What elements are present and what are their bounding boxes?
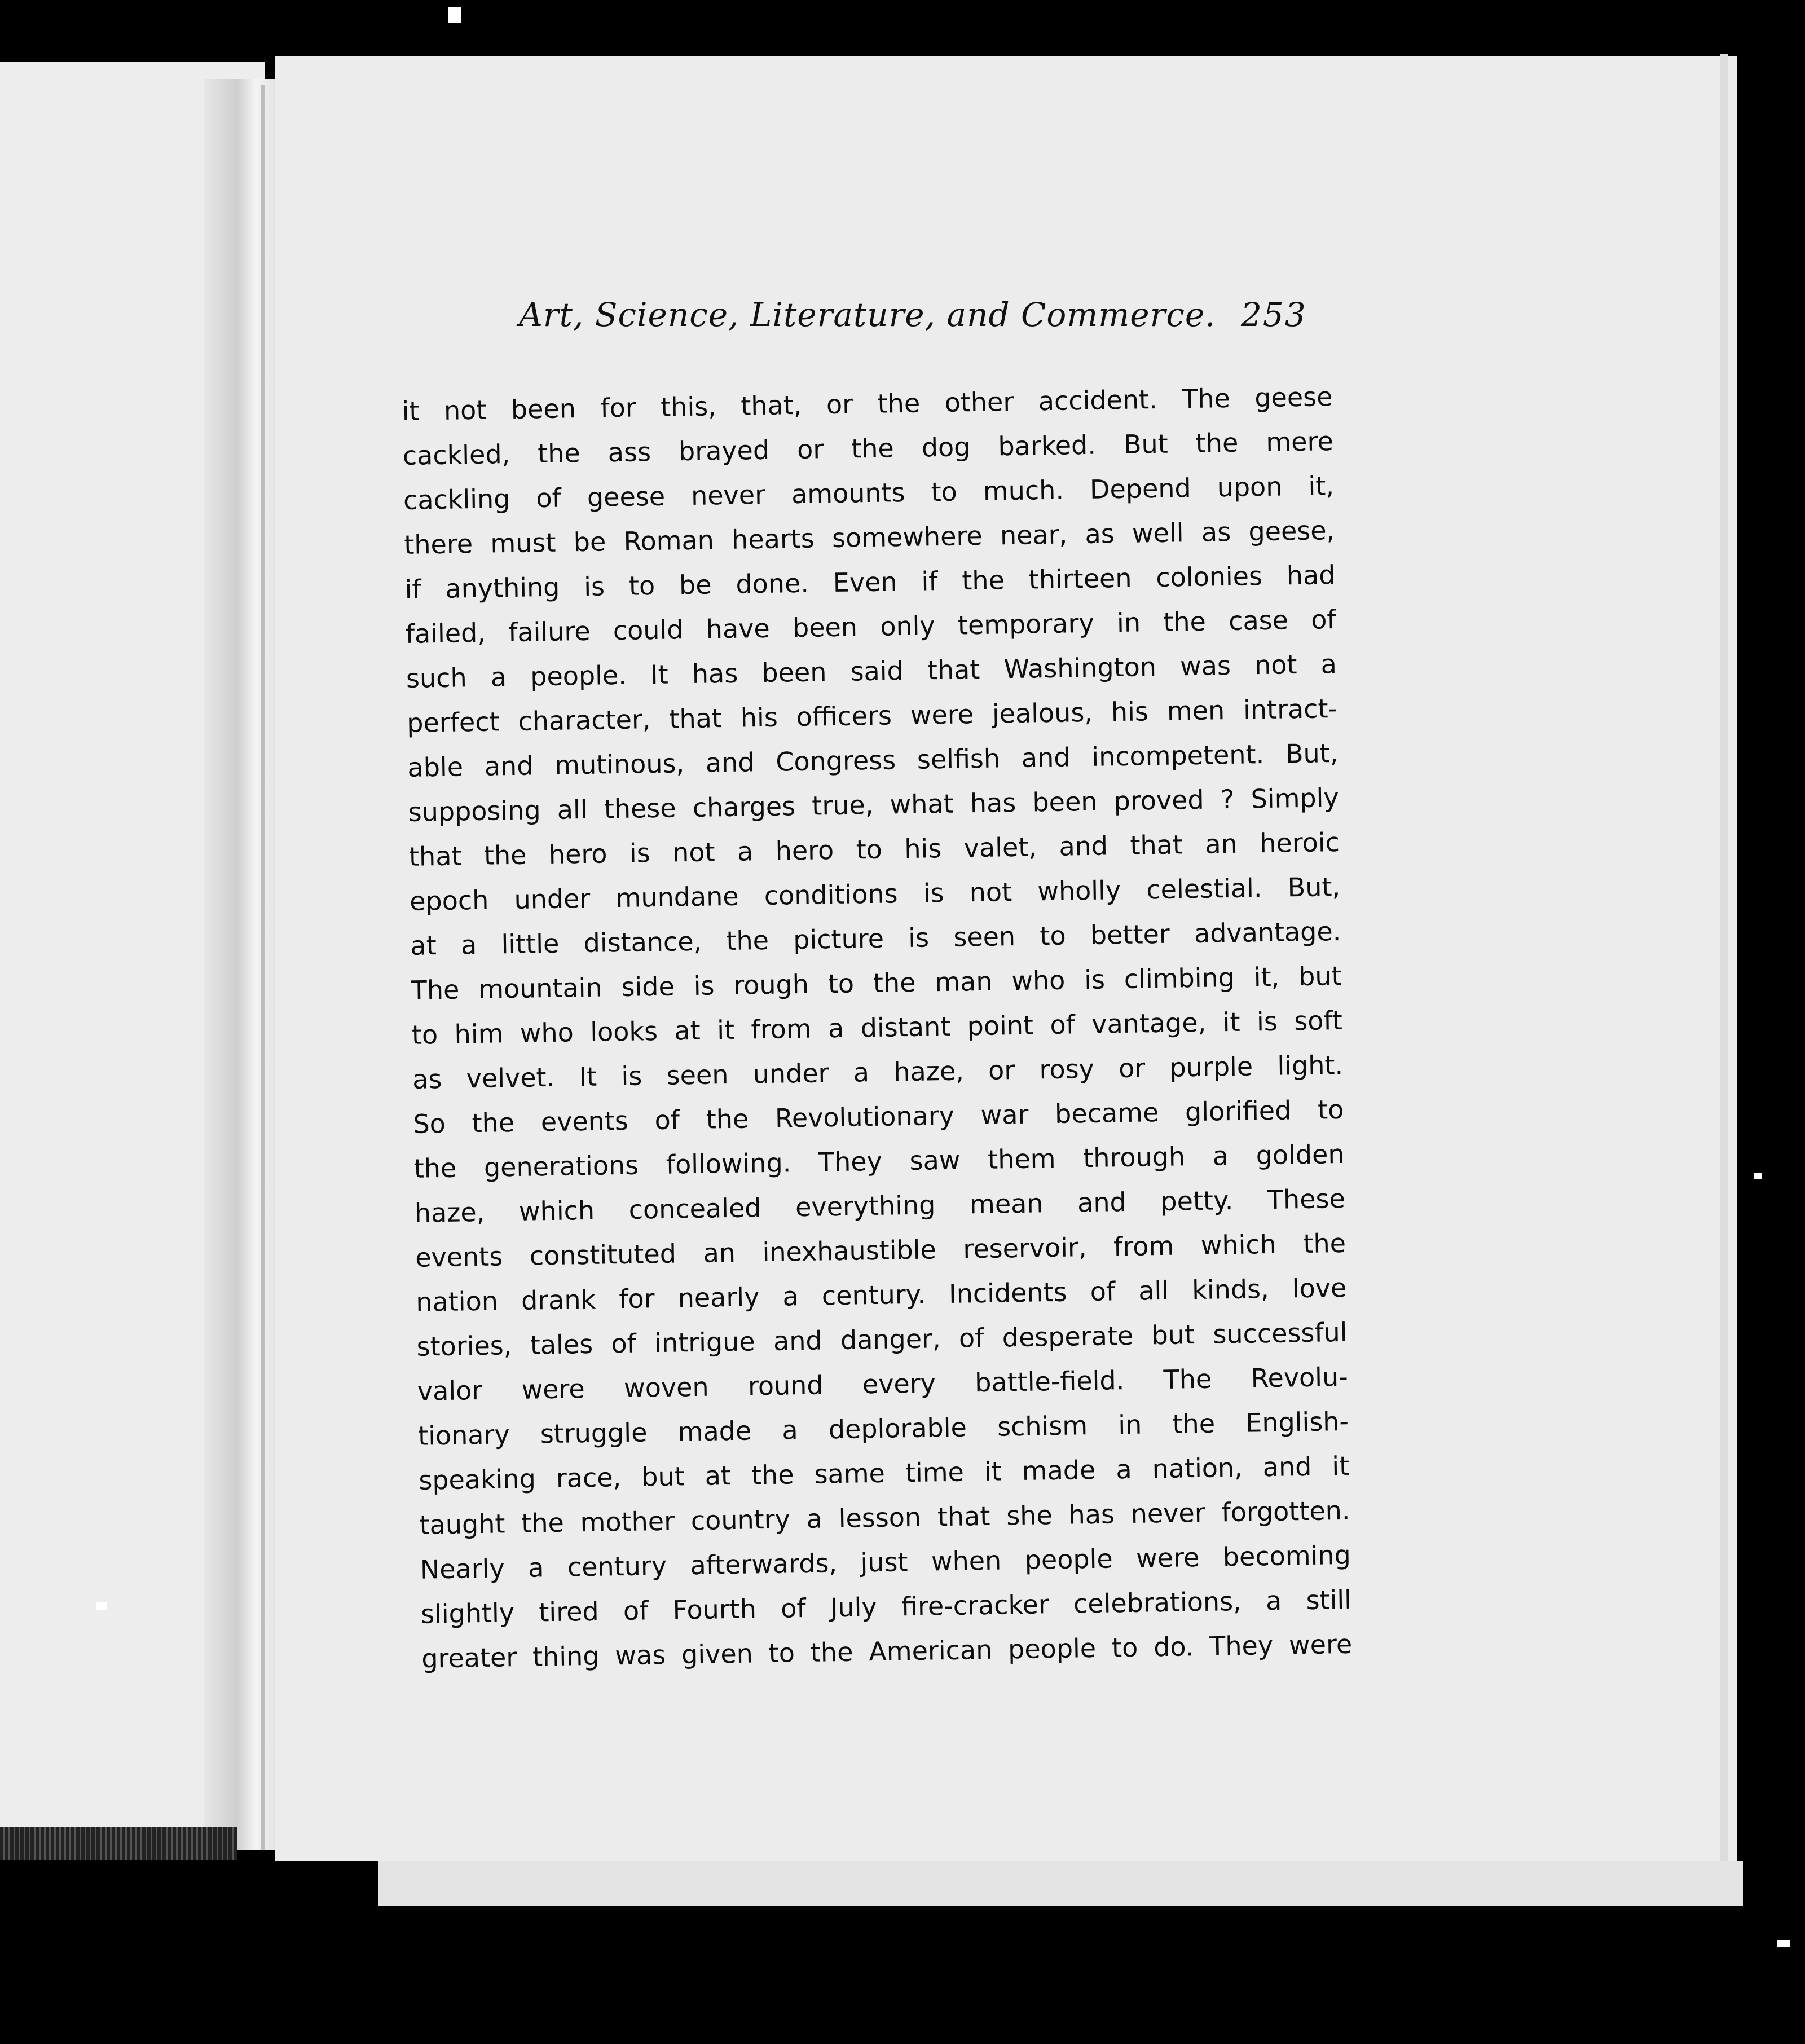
- text-line: cackled, the ass brayed or the dog barked. But the mere: [402, 426, 1334, 471]
- text-line: haze, which concealed everything mean and petty. These: [414, 1183, 1346, 1228]
- text-line: epoch under mundane conditions is not wholly celestial. But,: [409, 871, 1341, 917]
- text-line: it not been for this, that, or the other accident. The geese: [402, 381, 1333, 426]
- text-line: slightly tired of Fourth of July fire-cracker celebrations, a still: [420, 1584, 1352, 1629]
- text-line: that the hero is not a hero to his valet, and that an heroic: [408, 826, 1340, 872]
- text-line: events constituted an inexhaustible reservoir, from which the: [415, 1227, 1346, 1273]
- text-line: able and mutinous, and Congress selfish and incompetent. But,: [407, 738, 1339, 783]
- text-line: The mountain side is rough to the man who is climbing it, but: [411, 960, 1342, 1006]
- text-line: Nearly a century afterwards, just when people were becoming: [420, 1539, 1351, 1585]
- binding-strip: [0, 1827, 237, 1860]
- text-line: tionary struggle made a deplorable schism in the English-: [417, 1406, 1349, 1451]
- text-line: if anything is to be done. Even if the thirteen colonies had: [404, 560, 1336, 605]
- text-line: supposing all these charges true, what has been proved ? Simply: [408, 782, 1340, 827]
- scan-speck: [1754, 1173, 1762, 1179]
- text-line: at a little distance, the picture is seen to better advantage.: [410, 915, 1341, 961]
- page-lower-edge: [378, 1861, 1743, 1906]
- page-right-edge: [1720, 54, 1728, 1864]
- text-line: as velvet. It is seen under a haze, or rosy or purple light.: [412, 1049, 1344, 1095]
- text-line: stories, tales of intrigue and danger, of desperate but successful: [416, 1316, 1348, 1362]
- page-number: 253: [1241, 296, 1307, 334]
- text-line: cackling of geese never amounts to much. Depend upon it,: [403, 470, 1335, 516]
- running-head: Art, Science, Literature, and Commerce.: [519, 296, 1216, 334]
- text-line: such a people. It has been said that Washington was not a: [406, 649, 1337, 694]
- text-line: failed, failure could have been only temporary in the case of: [405, 604, 1337, 649]
- text-line: speaking race, but at the same time it made a nation, and it: [418, 1450, 1350, 1496]
- gutter-fold-line: [261, 85, 265, 1850]
- text-line: taught the mother country a lesson that she has never forgotten.: [419, 1495, 1350, 1540]
- body-text: [402, 375, 1353, 1681]
- text-line: nation drank for nearly a century. Incidents of all kinds, love: [416, 1272, 1347, 1318]
- page-header: [519, 296, 1307, 346]
- book-gutter: [204, 79, 278, 1850]
- scan-speck: [448, 7, 461, 23]
- text-line: valor were woven round every battle-field. The Revolu-: [417, 1361, 1349, 1407]
- scan-speck: [96, 1602, 107, 1610]
- text-line: to him who looks at it from a distant point of vantage, it is soft: [411, 1005, 1343, 1050]
- text-line: greater thing was given to the American people to do. They were: [421, 1628, 1353, 1674]
- text-line: there must be Roman hearts somewhere near, as well as geese,: [403, 515, 1335, 560]
- text-line: perfect character, that his officers were jealous, his men intract-: [406, 693, 1338, 738]
- text-line: So the events of the Revolutionary war became glorified to: [413, 1094, 1344, 1139]
- scan-speck: [1777, 1940, 1790, 1947]
- text-line: the generations following. They saw them through a golden: [413, 1138, 1345, 1184]
